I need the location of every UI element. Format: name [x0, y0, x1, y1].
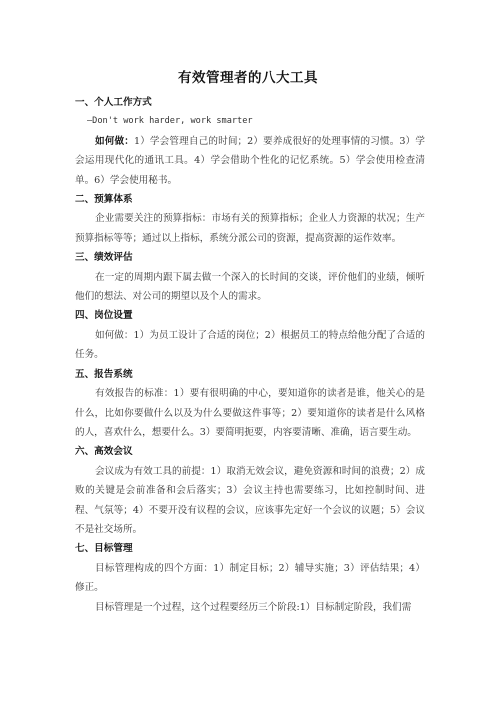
- section-heading: 六、高效会议: [75, 446, 133, 458]
- section-paragraph: 如何做：1）为员工设计了合适的岗位；2）根据员工的特点给他分配了合适的任务。: [75, 329, 425, 361]
- section-paragraph: 会议成为有效工具的前提：1）取消无效会议，避免资源和时间的浪费；2）成败的关键是会前准备和会后落实；3）会议主持也需要练习，比如控制时间、进程、气氛等；4）不要开没有议程的会议，应该事先定好一个会议的议题；5）会议不是社交场所。: [75, 465, 425, 535]
- section-heading: 三、绩效评估: [75, 252, 133, 264]
- paragraph-lead: 如何做：: [95, 135, 134, 147]
- section-motto: —Don't work harder, work smarter: [87, 116, 253, 127]
- section-paragraph: 目标管理是一个过程，这个过程要经历三个阶段:1）目标制定阶段，我们需: [95, 601, 412, 613]
- section-paragraph: 有效报告的标准：1）要有很明确的中心，要知道你的读者是谁，他关心的是什么，比如你要做什么以及为什么要做这件事等；2）要知道你的读者是什么风格的人，喜欢什么，想要什么。3）要简明扼要，内容要清晰、准确，语言要生动。: [75, 388, 425, 438]
- document-title: 有效管理者的八大工具: [178, 70, 318, 86]
- section-paragraph: [75, 132, 425, 190]
- section-heading: 四、岗位设置: [75, 310, 133, 322]
- section-heading: 七、目标管理: [75, 543, 133, 555]
- section-heading: 五、报告系统: [75, 368, 133, 380]
- document-body: [75, 93, 425, 617]
- section-paragraph: 目标管理构成的四个方面：1）制定目标；2）辅导实施；3）评估结果；4）修正。: [75, 562, 425, 594]
- section-paragraph: 企业需要关注的预算指标：市场有关的预算指标；企业人力资源的状况；生产预算指标等等；通过以上指标，系统分派公司的资源，提高资源的运作效率。: [75, 213, 425, 244]
- section-heading: 一、个人工作方式: [75, 97, 152, 108]
- section-heading: 二、预算体系: [75, 194, 133, 206]
- paragraph-text: 1）学会管理自己的时间；2）要养成很好的处理事情的习惯。3）学会运用现代化的通讯工具。4）学会借助个性化的记忆系统。5）学会使用检查清单。6）学会使用秘书。: [75, 135, 426, 186]
- section-paragraph: 在一定的周期内跟下属去做一个深入的长时间的交谈，评价他们的业绩，倾听他们的想法、对公司的期望以及个人的需求。: [75, 271, 425, 303]
